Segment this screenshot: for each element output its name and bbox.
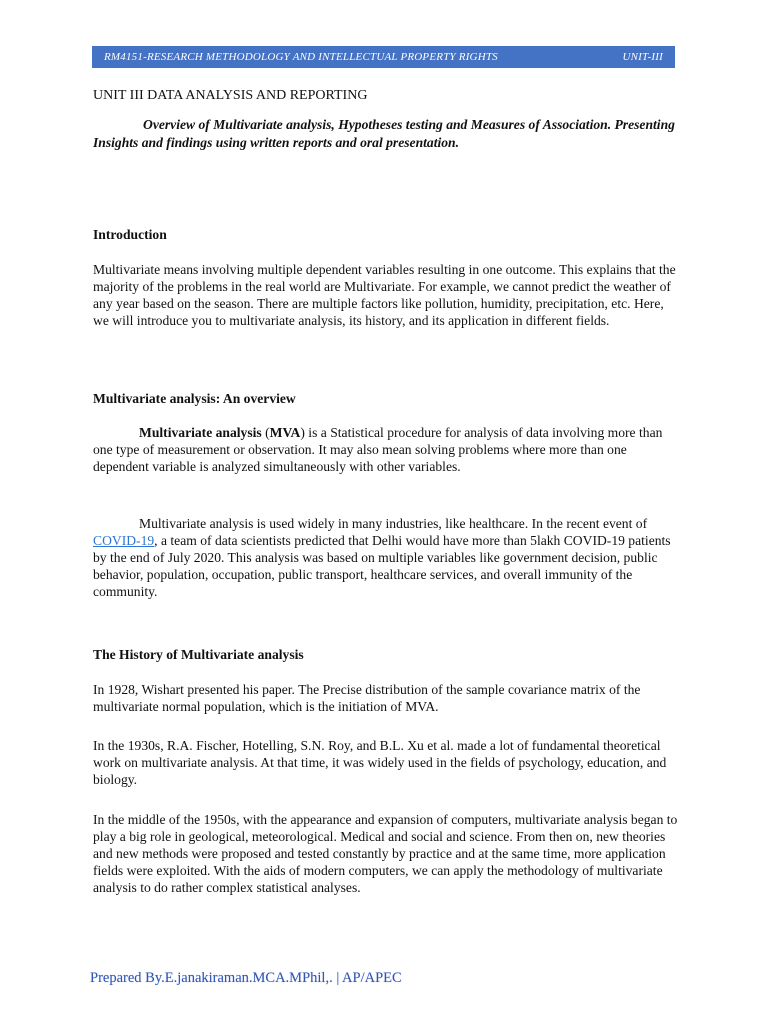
introduction-paragraph: Multivariate means involving multiple dependent variables resulting in one outcome. This explains that the majority of the problems in the real world are Multivariate. For example, we cannot predict the weather of any year based on the season. There are multiple factors like pollution, humidity, precipitation, etc. Here, we will introduce you to multivariate analysis, its history, and its application in different fields.	[93, 262, 676, 328]
mva-term: Multivariate analysis	[139, 425, 262, 440]
mva-abbr: MVA	[269, 425, 301, 440]
history-heading: The History of Multivariate analysis	[93, 647, 304, 662]
mva-definition-paragraph: Multivariate analysis (MVA) is a Statistical procedure for analysis of data involving more than one type of measurement or observation. It may also mean solving problems where more than one dependent variable is analyzed simultaneously with other variables.	[93, 425, 663, 474]
footer-author: Prepared By.E.janakiraman.MCA.MPhil,. | AP/APEC	[90, 970, 402, 986]
page-header-bar	[92, 46, 675, 68]
course-title: RM4151-RESEARCH METHODOLOGY AND INTELLECTUAL PROPERTY RIGHTS	[104, 51, 498, 63]
unit-overview	[93, 116, 683, 152]
unit-title: UNIT III DATA ANALYSIS AND REPORTING	[93, 88, 368, 103]
overview-heading: Multivariate analysis: An overview	[93, 391, 296, 406]
history-paragraph: In 1928, Wishart presented his paper. The Precise distribution of the sample covariance matrix of the multivariate normal population, which is the initiation of MVA.	[93, 682, 641, 714]
overview-text: Overview of Multivariate analysis, Hypotheses testing and Measures of Association. Presenting Insights and findings using written reports and oral presentation.	[93, 117, 675, 150]
introduction-heading: Introduction	[93, 227, 167, 242]
history-paragraph: In the 1930s, R.A. Fischer, Hotelling, S.N. Roy, and B.L. Xu et al. made a lot of fundamental theoretical work on multivariate analysis. At that time, it was widely used in the fields of psychology, education, and biology.	[93, 738, 667, 787]
history-paragraph: In the middle of the 1950s, with the appearance and expansion of computers, multivariate analysis began to play a big role in geological, meteorological. Medical and social and science. From then on, new theories and new methods were proposed and tested constantly by practice and at the same time, more application fields were exploited. With the aids of modern computers, we can apply the methodology of multivariate analysis to do rather complex statistical analyses.	[93, 812, 678, 895]
unit-label: UNIT-III	[622, 51, 663, 63]
covid-19-link[interactable]: COVID-19	[93, 533, 155, 548]
mva-usage-paragraph: Multivariate analysis is used widely in many industries, like healthcare. In the recent event of COVID-19, a team of data scientists predicted that Delhi would have more than 5lakh COVID-19 patients by the end of July 2020. This analysis was based on multiple variables like government decision, public behavior, population, occupation, public transport, healthcare services, and overall immunity of the community.	[93, 516, 671, 599]
